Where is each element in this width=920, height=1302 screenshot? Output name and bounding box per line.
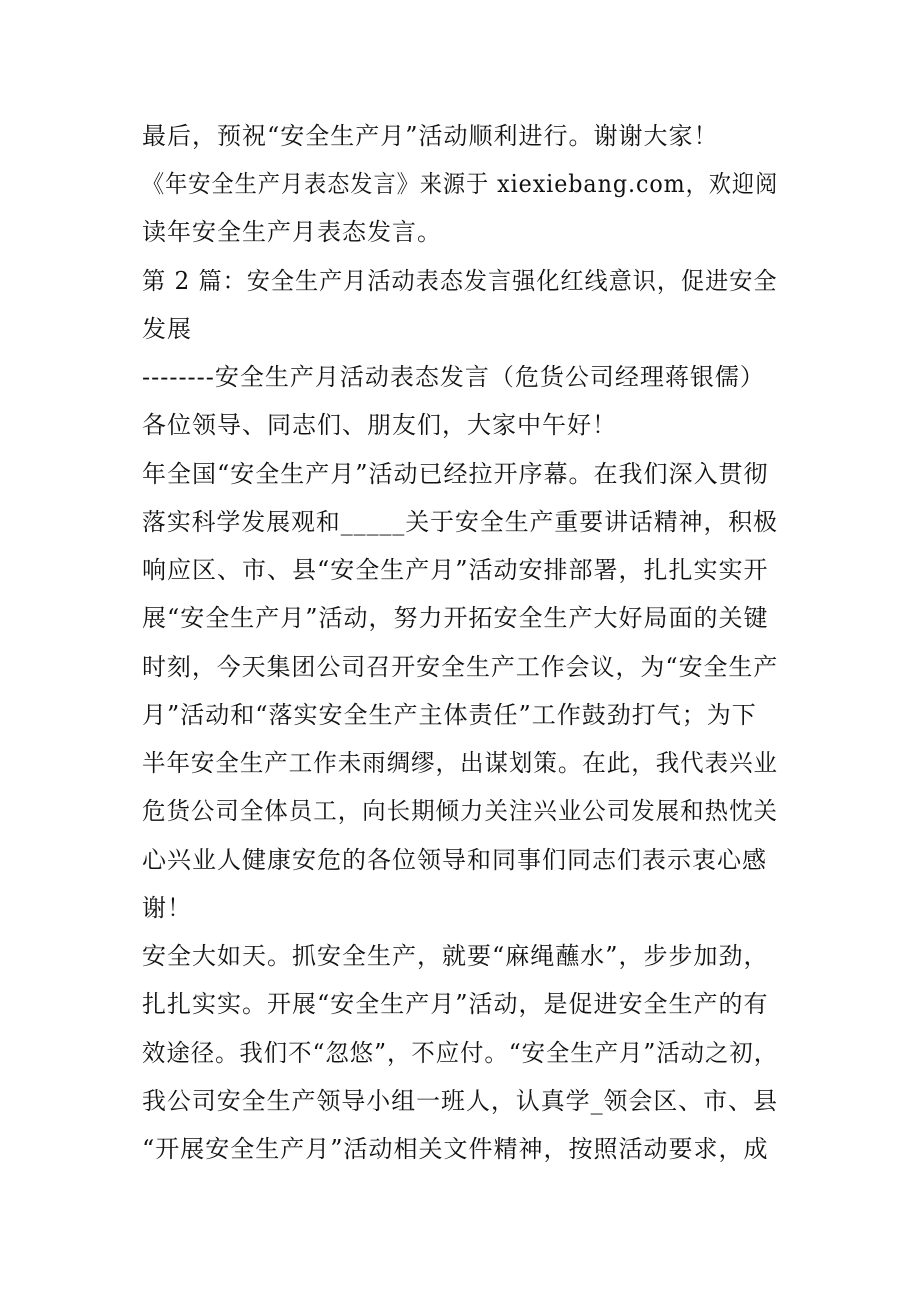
text-line: 危货公司全体员工，向长期倾力关注兴业公司发展和热忱关 (142, 797, 778, 825)
text-line: 读年安全生产月表态发言。 (142, 218, 442, 246)
text-line: 时刻，今天集团公司召开安全生产工作会议，为“安全生产 (142, 653, 779, 681)
text-line: 半年安全生产工作未雨绸缪，出谋划策。在此，我代表兴业 (142, 749, 778, 777)
section-heading: 发展 (142, 315, 192, 343)
text-line: 展“安全生产月”活动，努力开拓安全生产大好局面的关键 (142, 604, 769, 632)
text-line: 响应区、市、县“安全生产月”活动安排部署，扎扎实实开 (142, 556, 769, 584)
text-line: 我公司安全生产领导小组一班人，认真学_领会区、市、县 (142, 1087, 778, 1115)
text-line: 年全国“安全生产月”活动已经拉开序幕。在我们深入贯彻 (142, 460, 769, 488)
text-line: 最后，预祝“安全生产月”活动顺利进行。谢谢大家！ (142, 122, 719, 150)
text-line: 安全大如天。抓安全生产，就要“麻绳蘸水”，步步加劲， (142, 942, 769, 970)
text-line: 心兴业人健康安危的各位领导和同事们同志们表示衷心感 (142, 846, 767, 874)
text-line: 效途径。我们不“忽悠”，不应付。“安全生产月”活动之初， (142, 1039, 779, 1067)
text-line: 月”活动和“落实安全生产主体责任”工作鼓劲打气；为下 (142, 701, 757, 729)
text-line: 各位领导、同志们、朋友们，大家中午好！ (142, 411, 617, 439)
text-line: 《年安全生产月表态发言》来源于 xiexiebang.com，欢迎阅 (142, 170, 779, 198)
text-line: --------安全生产月活动表态发言（危货公司经理蒋银儒） (142, 363, 765, 391)
text-line: 落实科学发展观和_____关于安全生产重要讲话精神，积极 (142, 508, 778, 536)
text-line: 扎扎实实。开展“安全生产月”活动，是促进安全生产的有 (142, 990, 769, 1018)
section-heading: 第 2 篇：安全生产月活动表态发言强化红线意识，促进安全 (142, 267, 778, 295)
text-line: “开展安全生产月”活动相关文件精神，按照活动要求，成 (142, 1135, 769, 1163)
text-line: 谢！ (142, 894, 192, 922)
